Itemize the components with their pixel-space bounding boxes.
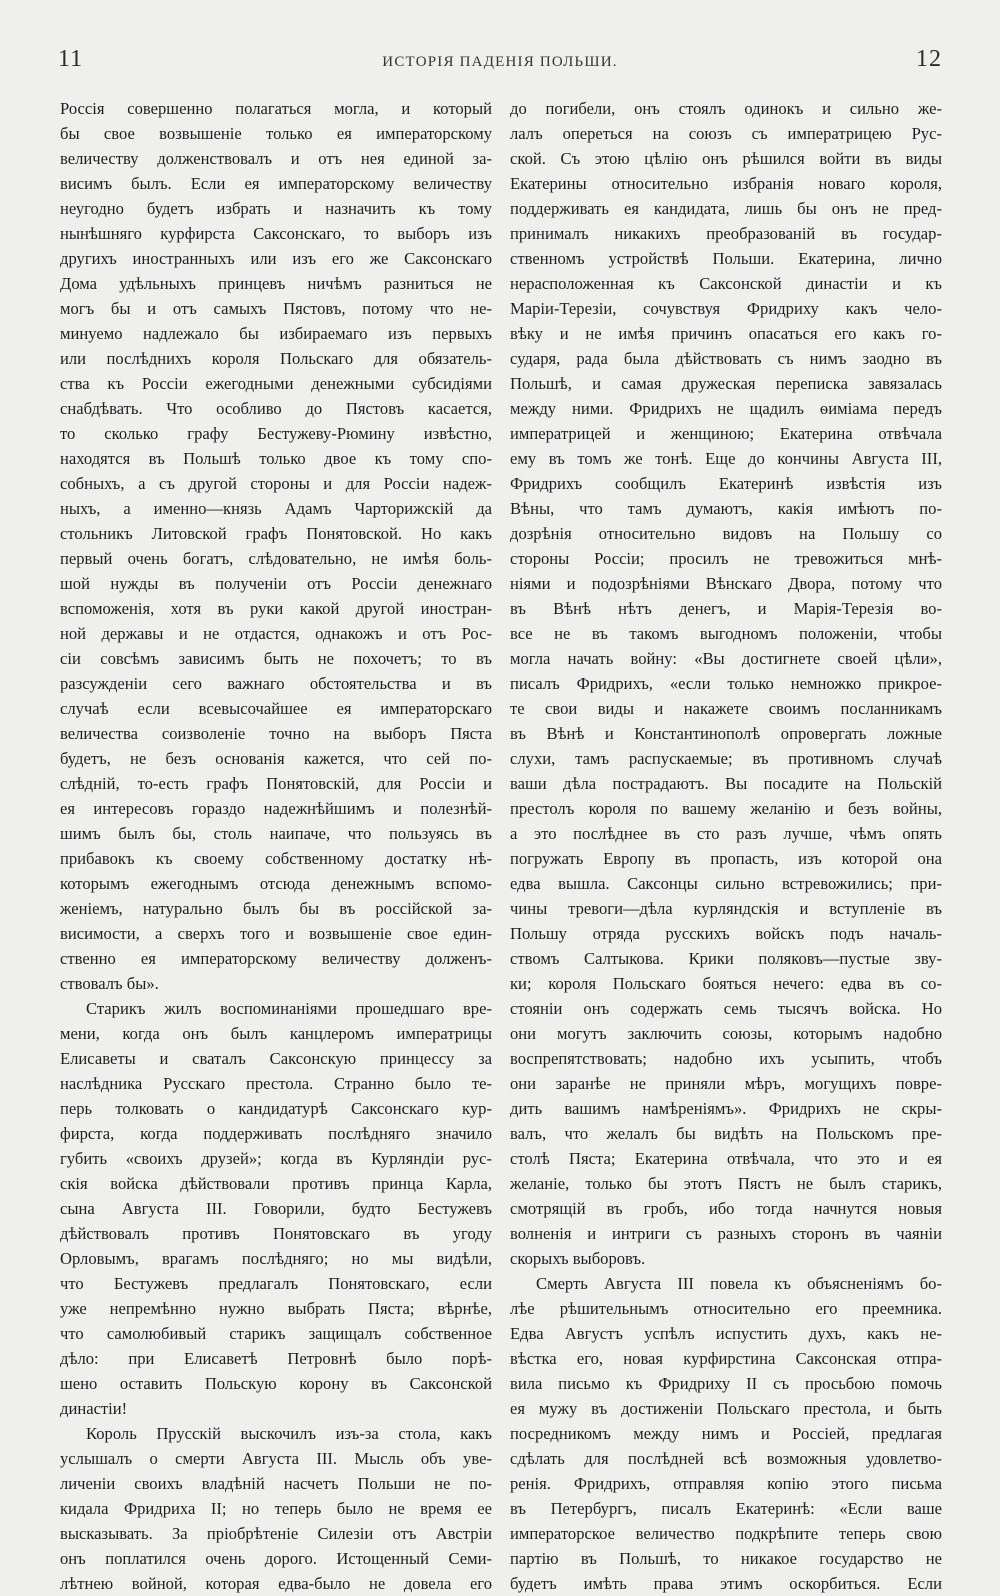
text-line: которымъ ежегоднымъ отсюда денежнымъ вспомо- (60, 874, 492, 893)
text-line: Едва Августъ успѣлъ испустить духъ, какъ не- (510, 1324, 942, 1343)
text-line: дѣло: при Елисаветѣ Петровнѣ было порѣ- (60, 1349, 492, 1368)
text-line: волненія и интриги съ разныхъ сторонъ въ чаяніи (510, 1224, 942, 1243)
text-line: скія войска дѣйствовали противъ принца Карла, (60, 1174, 492, 1193)
text-line: высказывать. За пріобрѣтеніе Силезіи отъ Австріи (60, 1524, 492, 1543)
paragraph (510, 96, 942, 1271)
text-line: разсужденіи сего важнаго обстоятельства и въ (60, 674, 492, 693)
text-line: Смерть Августа III повела къ объясненіямъ бо- (536, 1274, 942, 1293)
text-line: между ними. Фридрихъ не щадилъ ѳиміама передъ (510, 399, 942, 418)
text-line: Вѣны, что тамъ думаютъ, какія имѣютъ по- (510, 499, 942, 518)
text-line: висимости, а сверхъ того и возвышеніе свое един- (60, 924, 492, 943)
text-line: нерасположенная къ Саксонской династіи и къ (510, 274, 942, 293)
text-line: писалъ Фридрихъ, «если только немножко прикрое- (510, 674, 942, 693)
text-line: первый очень богатъ, слѣдовательно, не имѣя боль- (60, 549, 492, 568)
text-line: сдѣлать для послѣдней всѣ возможныя удовлетво- (510, 1449, 942, 1468)
text-line: партію въ Польшѣ, то никакое государство не (510, 1549, 942, 1568)
text-line: кидала Фридриха II; но теперь было не время ее (60, 1499, 492, 1518)
text-line: смотрящій въ гробъ, ибо тогда начнутся новыя (510, 1199, 942, 1218)
text-line: престолъ короля по вашему желанію и безъ войны, (510, 799, 942, 818)
text-line: мени, когда онъ былъ канцлеромъ императрицы (60, 1024, 492, 1043)
text-line: фирста, когда поддерживать послѣдняго значило (60, 1124, 492, 1143)
text-line: уже непремѣнно нужно выбрать Пяста; вѣрнѣе, (60, 1299, 492, 1318)
text-line: шой нужды въ полученіи отъ Россіи денежнаго (60, 574, 492, 593)
text-line: снабдѣвать. Что особливо до Пястовъ касается, (60, 399, 492, 418)
text-line: чины тревоги—дѣла курляндскія и вступленіе въ (510, 899, 942, 918)
text-line: валъ, что желалъ бы видѣть на Польскомъ пре- (510, 1124, 942, 1143)
text-line: величеству долженствовалъ и отъ нея единой за- (60, 149, 492, 168)
text-line: вѣку и не имѣя причинъ опасаться его какъ го- (510, 324, 942, 343)
text-line: услышалъ о смерти Августа III. Мысль объ уве- (60, 1449, 492, 1468)
text-line: прибавокъ къ своему собственному достатку нѣ- (60, 849, 492, 868)
paragraph (60, 96, 492, 996)
text-line: минуемо надлежало бы избираемаго изъ первыхъ (60, 324, 492, 343)
text-line: что Бестужевъ предлагалъ Понятовскаго, если (60, 1274, 492, 1293)
text-line: императрицей и женщиною; Екатерина отвѣчала (510, 424, 942, 443)
text-line: неугодно будетъ избрать и назначить къ тому (60, 199, 492, 218)
text-line: лалъ опереться на союзъ съ императрицею Рус- (510, 124, 942, 143)
text-line: или послѣднихъ короля Польскаго для обязатель- (60, 349, 492, 368)
text-line: могъ бы и отъ самыхъ Пястовъ, потому что не- (60, 299, 492, 318)
text-line: вспоможенія, хотя въ руки какой другой иностран- (60, 599, 492, 618)
text-line: вѣстка его, новая курфирстина Саксонская отпра- (510, 1349, 942, 1368)
text-line: ственномъ устройствѣ Польши. Екатерина, лично (510, 249, 942, 268)
text-line: будетъ имѣть права этимъ оскорбиться. Если (510, 1574, 942, 1593)
text-line: ства къ Россіи ежегодными денежными субсидіями (60, 374, 492, 393)
text-line: принималъ никакихъ преобразованій въ государ- (510, 224, 942, 243)
text-line: бы свое возвышеніе только ея императорскому (60, 124, 492, 143)
text-line: другихъ иностранныхъ или изъ его же Саксонскаго (60, 249, 492, 268)
text-line: воспрепятствовать; надобно ихъ усыпить, чтобъ (510, 1049, 942, 1068)
right-page-number: 12 (916, 46, 942, 72)
text-line: Король Прусскій выскочилъ изъ-за стола, какъ (86, 1424, 492, 1443)
text-line: посредникомъ между нимъ и Россіей, предлагая (510, 1424, 942, 1443)
text-line: ея мужу въ достиженіи Польскаго престола, и быть (510, 1399, 942, 1418)
text-line: поддерживать ея кандидата, лишь бы онъ не пред- (510, 199, 942, 218)
text-line: столѣ Пяста; Екатерина отвѣчала, что это и ея (510, 1149, 942, 1168)
text-line: ніями и подозрѣніями Вѣнскаго Двора, потому что (510, 574, 942, 593)
text-line: дѣйствовалъ противъ Понятовскаго въ угоду (60, 1224, 492, 1243)
text-line: сіи совсѣмъ зависимъ быть не похочетъ; то въ (60, 649, 492, 668)
text-line: Старикъ жилъ воспоминаніями прошедшаго вре- (86, 999, 492, 1018)
right-text-column (510, 96, 942, 1596)
paragraph (510, 1271, 942, 1596)
text-line: те свои виды и накажете своимъ посланникамъ (510, 699, 942, 718)
text-line: ки; короля Польскаго бояться нечего: едва въ со- (510, 974, 942, 993)
text-line: Орловымъ, врагамъ послѣдняго; но мы видѣли, (60, 1249, 492, 1268)
text-line: Елисаветы и сваталъ Саксонскую принцессу за (60, 1049, 492, 1068)
text-line: ваши дѣла пострадаютъ. Вы посадите на Польскій (510, 774, 942, 793)
text-line: величества соизволеніе точно на выборъ Пяста (60, 724, 492, 743)
text-line: ствовалъ бы». (60, 974, 159, 993)
text-line: висимъ былъ. Если ея императорскому величеству (60, 174, 492, 193)
text-line: нынѣшняго курфирста Саксонскаго, то выборъ изъ (60, 224, 492, 243)
left-text-column (60, 96, 492, 1596)
text-line: Россія совершенно полагаться могла, и который (60, 99, 492, 118)
text-line: находятся въ Польшѣ только двое къ тому спо- (60, 449, 492, 468)
text-line: ственно ея императорскому величеству долженъ- (60, 949, 492, 968)
text-line: Дома удѣльныхъ принцевъ ничѣмъ разниться не (60, 274, 492, 293)
text-line: будетъ, не безъ основанія кажется, что сей по- (60, 749, 492, 768)
text-line: погружать Европу въ пропасть, изъ которой она (510, 849, 942, 868)
text-line: Польшу отряда русскихъ войскъ подъ началь- (510, 924, 942, 943)
text-line: дозрѣнія относительно видовъ на Польшу со (510, 524, 942, 543)
text-line: шено оставить Польскую корону въ Саксонской (60, 1374, 492, 1393)
paragraph (60, 1421, 492, 1596)
text-line: слѣдній, то-есть графъ Понятовскій, для Россіи и (60, 774, 492, 793)
text-line: шимъ былъ бы, столь наипаче, что пользуясь въ (60, 824, 492, 843)
text-line: династіи! (60, 1399, 128, 1418)
text-line: ея интересовъ гораздо надежнѣйшимъ и полезнѣй- (60, 799, 492, 818)
text-line: женіемъ, натурально былъ бы въ россійской за- (60, 899, 492, 918)
text-line: стольникъ Литовской графъ Понятовской. Но какъ (60, 524, 492, 543)
text-line: то сколько графу Бестужеву-Рюмину извѣстно, (60, 424, 492, 443)
text-line: желаніе, только бы этотъ Пястъ не былъ старикъ, (510, 1174, 942, 1193)
text-line: что самолюбивый старикъ защищалъ собственное (60, 1324, 492, 1343)
text-line: они заранѣе не приняли мѣръ, могущихъ повре- (510, 1074, 942, 1093)
text-line: ной державы и не отдастся, однакожъ и отъ Рос- (60, 624, 492, 643)
text-line: случаѣ если всевысочайшее ея императорскаго (60, 699, 492, 718)
text-line: Фридрихъ сообщилъ Екатеринѣ извѣстія изъ (510, 474, 942, 493)
text-line: скорыхъ выборовъ. (510, 1249, 646, 1268)
text-line: до погибели, онъ стоялъ одинокъ и сильно же- (510, 99, 942, 118)
text-line: сына Августа III. Говорили, будто Бестужевъ (60, 1199, 492, 1218)
text-line: личеніи своихъ владѣній насчетъ Польши не по- (60, 1474, 492, 1493)
text-line: ствомъ Салтыкова. Крики поляковъ—пустые зву- (510, 949, 942, 968)
text-line: перь толковать о кандидатурѣ Саксонскаго кур- (60, 1099, 492, 1118)
text-line: вила письмо къ Фридриху II съ просьбою помочь (510, 1374, 942, 1393)
text-line: въ Вѣнѣ и Константинополѣ опровергать ложные (510, 724, 942, 743)
text-line: стояніи онъ содержать семь тысячъ войска. Но (510, 999, 942, 1018)
text-line: губить «своихъ друзей»; когда въ Курляндіи рус- (60, 1149, 492, 1168)
text-line: лѣтнею войной, которая едва-было не довела его (60, 1574, 492, 1593)
text-line: императорское величество подкрѣпите теперь свою (510, 1524, 942, 1543)
text-line: слухи, тамъ распускаемые; въ противномъ случаѣ (510, 749, 942, 768)
text-line: собныхъ, а съ другой стороны и для Россіи надеж- (60, 474, 492, 493)
running-title: ИСТОРІЯ ПАДЕНІЯ ПОЛЬШИ. (382, 54, 618, 70)
text-line: въ Петербургъ, писалъ Екатеринѣ: «Если ваше (510, 1499, 942, 1518)
text-line: могла начать войну: «Вы достигнете своей цѣли», (510, 649, 942, 668)
text-line: все не въ такомъ выгодномъ положеніи, чтобы (510, 624, 942, 643)
text-line: ренія. Фридрихъ, отправляя копію этого письма (510, 1474, 942, 1493)
text-line: ской. Съ этою цѣлію онъ рѣшился войти въ виды (510, 149, 942, 168)
text-line: Польшѣ, и самая дружеская переписка завязалась (510, 374, 942, 393)
text-line: лѣе рѣшительнымъ относительно его преемника. (510, 1299, 942, 1318)
text-line: Екатерины относительно избранія новаго короля, (510, 174, 942, 193)
text-line: Маріи-Терезіи, сочувствуя Фридриху какъ чело- (510, 299, 942, 318)
text-line: ныхъ, а именно—князь Адамъ Чарторижскій да (60, 499, 492, 518)
text-line: стороны Россіи; просилъ не тревожиться мнѣ- (510, 549, 942, 568)
left-page-number: 11 (58, 46, 84, 72)
text-line: въ Вѣнѣ нѣтъ денегъ, и Марія-Терезія во- (510, 599, 942, 618)
page-header (58, 46, 942, 82)
text-line: сударя, рада была дѣйствовать съ нимъ заодно въ (510, 349, 942, 368)
paragraph (60, 996, 492, 1421)
text-line: наслѣдника Русскаго престола. Странно было те- (60, 1074, 492, 1093)
text-line: а это послѣднее въ сто разъ лучше, чѣмъ опять (510, 824, 942, 843)
text-line: они могутъ заключить союзы, которымъ надобно (510, 1024, 942, 1043)
text-line: дить вашимъ намѣреніямъ». Фридрихъ не скры- (510, 1099, 942, 1118)
text-line: ему въ томъ же тонѣ. Еще до кончины Августа III, (510, 449, 942, 468)
text-line: онъ поплатился очень дорого. Истощенный Семи- (60, 1549, 492, 1568)
text-line: едва вышла. Саксонцы сильно встревожились; при- (510, 874, 942, 893)
